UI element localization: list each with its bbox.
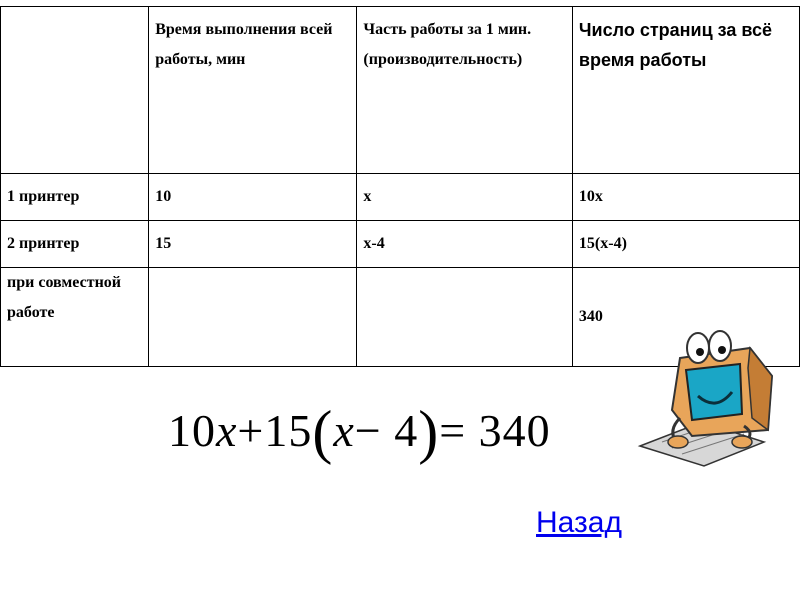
- work-table: [0, 6, 800, 367]
- eq-result: = 340: [439, 405, 551, 456]
- row-label: 1 принтер: [1, 174, 149, 221]
- table-row: [1, 221, 800, 268]
- eq-paren-close: ): [418, 399, 440, 465]
- eq-var-2: x: [333, 405, 355, 456]
- table-row: [1, 174, 800, 221]
- row-label: 2 принтер: [1, 221, 149, 268]
- header-cell-empty: [1, 7, 149, 174]
- header-pages: Число страниц за всё время работы: [572, 7, 799, 174]
- header-productivity: Часть работы за 1 мин. (производительность): [357, 7, 573, 174]
- row-time: [149, 268, 357, 367]
- eq-paren-open: (: [312, 399, 334, 465]
- equation: [168, 398, 551, 467]
- row-productivity: x-4: [357, 221, 573, 268]
- eq-var-1: x: [216, 405, 238, 456]
- row-pages: 15(x-4): [572, 221, 799, 268]
- row-pages: 10x: [572, 174, 799, 221]
- back-link[interactable]: Назад: [536, 506, 622, 539]
- header-time: Время выполнения всей работы, мин: [149, 7, 357, 174]
- table-header-row: [1, 7, 800, 174]
- row-productivity: [357, 268, 573, 367]
- row-time: 10: [149, 174, 357, 221]
- row-time: 15: [149, 221, 357, 268]
- row-label: при совместной работе: [1, 268, 149, 367]
- eq-minus-4: − 4: [354, 405, 419, 456]
- row-productivity: x: [357, 174, 573, 221]
- eq-coef-2: +15: [237, 405, 313, 456]
- eq-coef-1: 10: [168, 405, 216, 456]
- row-pages: 340: [572, 268, 799, 367]
- cartoon-computer-typing-icon: [632, 318, 782, 468]
